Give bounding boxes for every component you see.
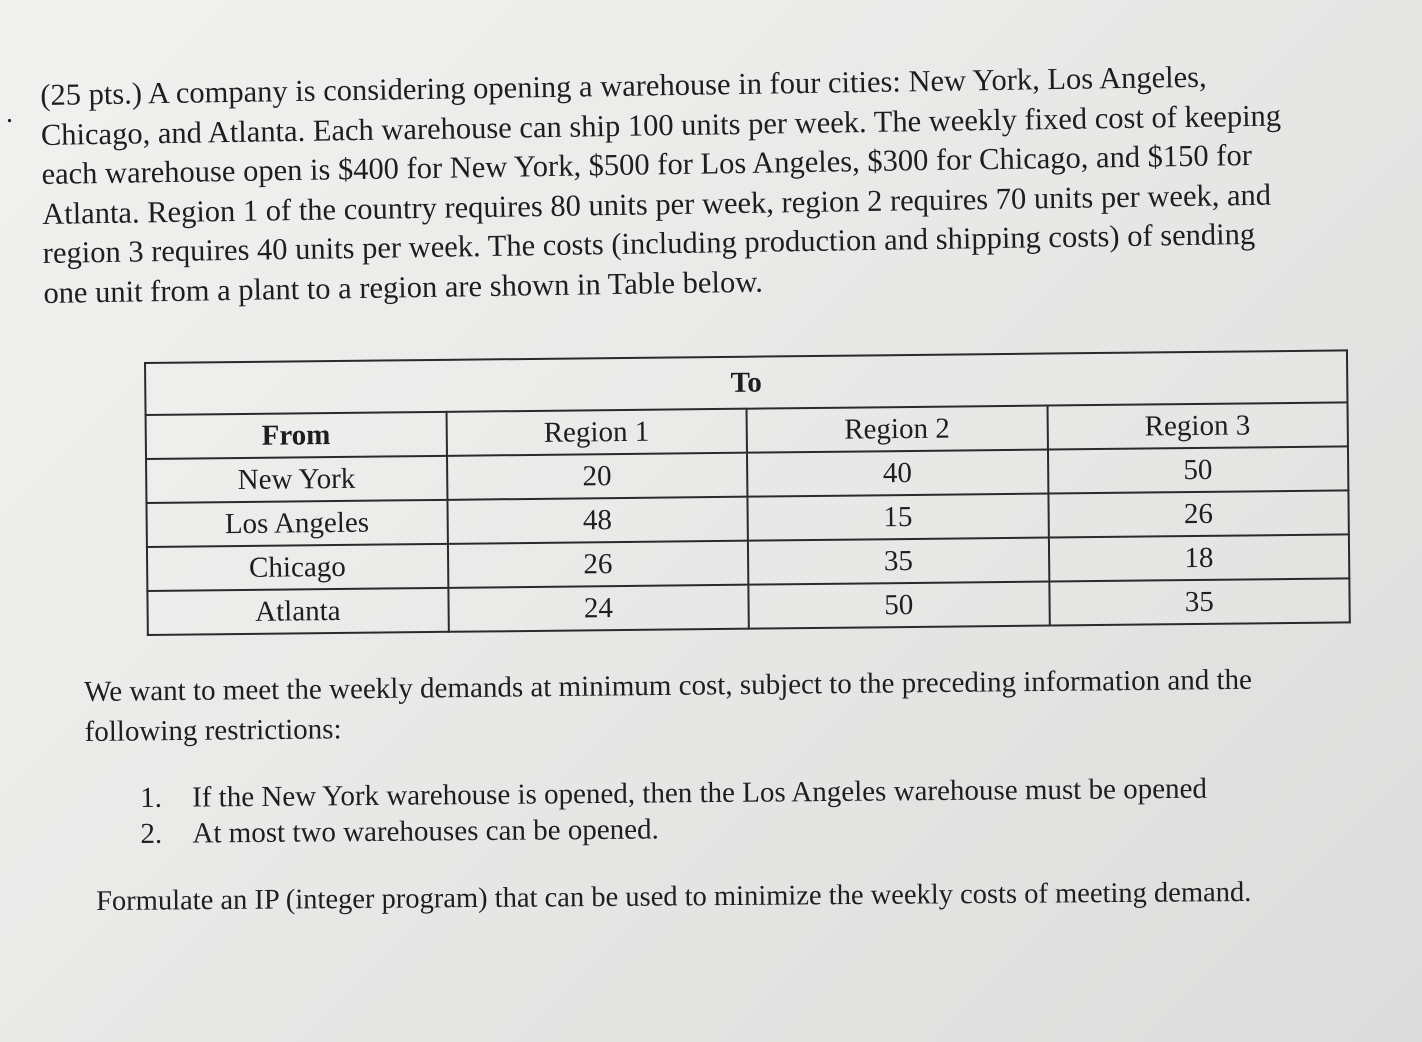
list-item-text: If the New York warehouse is opened, then the Los Angeles warehouse must be opened xyxy=(192,772,1208,814)
problem-line: region 3 requires 40 units per week. The costs (including production and shipping costs) of sending xyxy=(42,216,1256,270)
city-cell: New York xyxy=(146,456,447,503)
final-instruction: Formulate an IP (integer program) that can be used to minimize the weekly costs of meeting demand. xyxy=(96,876,1252,917)
cost-cell: 15 xyxy=(747,494,1048,541)
to-header: To xyxy=(145,350,1347,415)
problem-line: one unit from a plant to a region are shown in Table below. xyxy=(43,264,764,310)
cost-cell: 26 xyxy=(1048,490,1349,537)
problem-line: (25 pts.) A company is considering opening a warehouse in four cities: New York, Los Angeles, xyxy=(40,59,1207,112)
problem-line: Atlanta. Region 1 of the country requires 80 units per week, region 2 requires 70 units per week, and xyxy=(41,177,1272,231)
paragraph-line: following restrictions: xyxy=(84,713,342,748)
requirements-paragraph xyxy=(84,658,1385,752)
cost-cell: 35 xyxy=(1049,578,1350,625)
cost-cell: 24 xyxy=(448,585,749,632)
list-item-text: At most two warehouses can be opened. xyxy=(192,813,659,850)
list-item-number: 1. xyxy=(140,781,163,814)
from-header: From xyxy=(146,412,447,459)
region-header: Region 3 xyxy=(1047,402,1348,449)
list-bullet: . xyxy=(6,98,13,129)
cost-cell: 18 xyxy=(1048,534,1349,581)
cost-cell: 26 xyxy=(447,541,748,588)
city-cell: Atlanta xyxy=(147,588,448,635)
problem-statement xyxy=(40,55,1404,313)
cost-cell: 20 xyxy=(446,453,747,500)
cost-cell: 48 xyxy=(447,497,748,544)
region-header: Region 1 xyxy=(446,409,747,456)
list-item-number: 2. xyxy=(140,817,163,850)
problem-line: Chicago, and Atlanta. Each warehouse can ship 100 units per week. The weekly fixed cost of keeping xyxy=(40,98,1282,152)
problem-line: each warehouse open is $400 for New York, $500 for Los Angeles, $300 for Chicago, and $150 for xyxy=(41,137,1253,191)
paragraph-line: We want to meet the weekly demands at minimum cost, subject to the preceding information and the xyxy=(84,663,1253,708)
restrictions-list xyxy=(140,770,1341,852)
cost-cell: 50 xyxy=(748,582,1049,629)
region-header: Region 2 xyxy=(747,406,1048,453)
cost-table-container xyxy=(144,349,1351,636)
cost-cell: 40 xyxy=(747,450,1048,497)
cost-table xyxy=(144,349,1351,636)
cost-cell: 50 xyxy=(1047,446,1348,493)
city-cell: Chicago xyxy=(147,544,448,591)
city-cell: Los Angeles xyxy=(146,500,447,547)
cost-cell: 35 xyxy=(748,538,1049,585)
